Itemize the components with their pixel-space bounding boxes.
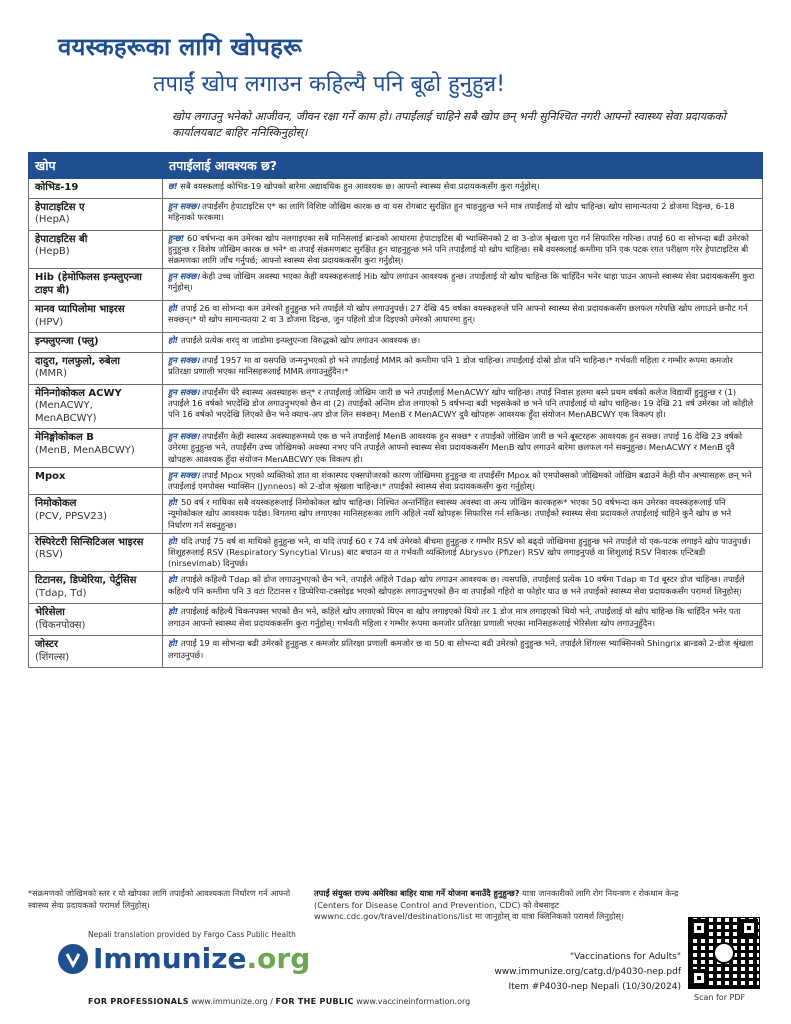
bottom-links (88, 997, 470, 1006)
vaccine-recommendation-cell (163, 269, 763, 301)
table-row (29, 352, 763, 384)
table-row (29, 230, 763, 269)
table-row (29, 533, 763, 572)
public-link[interactable]: www.vaccineinformation.org (356, 997, 471, 1006)
vaccine-recommendation-cell (163, 230, 763, 269)
vaccine-recommendation-cell (163, 495, 763, 534)
vaccine-name: Mpox (35, 470, 66, 482)
vaccine-recommendation-cell (163, 301, 763, 333)
recommendation-text: तपाईं 1957 मा वा यसपछि जन्मनुभएको हो भने तपाईंलाई MMR को कम्तीमा पनि 1 डोज चाहिन्छ। तपाईंलाई दोस्रो डोज पनि चाहिन्छ।* गर्भवती महिला र गम्भीर रूपमा कमजोर प्रतिरक्षा प्रणाली भएका मानिसहरूलाई MMR लगाउनुहुँदैन।* (168, 354, 733, 376)
recommendation-text: तपाईंले प्रत्येक शरद् वा जाडोमा इन्फ्लुएन्जा विरुद्धको खोप लगाउन आवश्यक छ। (178, 335, 421, 346)
table-row (29, 269, 763, 301)
recommendation-text: तपाईं 19 वा सोभन्दा बढी उमेरको हुनुहुन्छ र कमजोर प्रतिरक्षा प्रणाली कमजोर छ वा 50 वा सोभन्दा बढी उमेरको हुनुहुन्छ भने, तपाईंले शिंगल्स भ्याक्सिनको Shingrix ब्रान्डको 2-डोज श्रृंखला लगाउनुपर्छ। (168, 638, 754, 660)
vaccine-table (28, 152, 763, 668)
intro-text: खोप लगाउनु भनेको आजीवन, जीवन रक्षा गर्ने काम हो। तपाईंलाई चाहिने सबै खोप छन् भनी सुनिश्चित नगरी आफ्नो स्वास्थ्य सेवा प्रदायकको कार्यालयबाट बाहिर ननिस्किनुहोस्। (172, 110, 726, 139)
recommendation-text: तपाईं Mpox भएको व्यक्तिको ज्ञात वा शंकास्पद एक्सपोजरको कारण जोखिममा हुनुहुन्छ वा तपाईंसँग Mpox को एमपोक्सको जोखिमको जोखिम बढाउने केही यौन अभ्यासहरू छन् भने तपाईंलाई एमपोक्स भ्याक्सिन (Jynneos) को 2-डोज श्रृंखला चाहिन्छ।* तपाईंको स्वास्थ्य सेवा प्रदायककसँग कुरा गर्नुहोस्। (168, 469, 752, 491)
recommendation-lead: हो! (168, 497, 179, 508)
recommendation-lead: हुन सक्छ। (168, 469, 200, 480)
qr-corner-marker (690, 969, 708, 987)
vaccine-name: कोभिड-19 (35, 182, 79, 193)
vaccine-abbreviation: (चिकनपोक्स) (35, 619, 86, 631)
recommendation-lead: हो! (168, 535, 179, 546)
document-info (494, 950, 681, 995)
vaccine-recommendation-cell (163, 198, 763, 230)
vaccine-name-cell (29, 636, 163, 668)
table-row (29, 604, 763, 636)
recommendation-text: केही उच्च जोखिम अवस्था भएका केही वयस्कहरूलाई Hib खोप लगाउन आवश्यक हुन्छ। तपाईंलाई यो खोप चाहिन्छ कि चाहिँदैन भनेर थाहा पाउन आफ्नो स्वास्थ्य सेवा प्रदायककसँग कुरा गर्नुहोस्। (168, 271, 755, 293)
link-separator: / (270, 997, 273, 1006)
vaccine-abbreviation: (HepB) (35, 246, 70, 257)
table-row (29, 301, 763, 333)
vaccine-name-cell (29, 384, 163, 429)
scan-label: Scan for PDF (694, 993, 746, 1002)
vaccine-name-cell (29, 533, 163, 572)
table-header-row (29, 153, 763, 179)
vaccine-abbreviation: (MMR) (35, 368, 68, 380)
vaccine-recommendation-cell (163, 429, 763, 468)
vaccine-abbreviation: (MenB, MenABCWY) (35, 444, 135, 456)
recommendation-lead: हुन सक्छ। (168, 200, 200, 211)
translation-credit: Nepali translation provided by Fargo Cass Public Health (88, 930, 296, 939)
doc-item: Item #P4030-nep Nepali (10/30/2024) (508, 982, 681, 992)
recommendation-lead: छ! (168, 181, 178, 191)
recommendation-lead: हुन्छ! (168, 232, 185, 243)
recommendation-text: 50 वर्ष र माथिका सबै वयस्कहरूलाई निमोकोकल खोप चाहिन्छ। निश्चित अन्तर्निहित स्वास्थ्य अवस्था वा अन्य जोखिम कारकहरू* भएका 50 वर्षभन्दा कम उमेरका वयस्कहरूलाई पनि न्यूमोकोकल खोप आवश्यक पर्दछ। विगतमा खोप लगाएका मानिसहरूका लागि अहिले नयाँ खोपहरू सिफारिस गर्न सकिन्छ। तपाईंको स्वास्थ्य सेवा प्रदायकले तपाईंलाई चाहिने कुनै खोप छ भने निर्धारण गर्न सक्नुहुन्छ। (168, 497, 732, 530)
recommendation-text: सबै वयस्कलाई कोभिड-19 खोपको बारेमा अद्यावधिक हुन आवश्यक छ। आफ्नो स्वास्थ्य सेवा प्रदायककसँग कुरा गर्नुहोस्। (177, 181, 540, 191)
vaccine-recommendation-cell (163, 572, 763, 604)
recommendation-text: तपाईंसँग केही स्वास्थ्य अवस्थाहरूमध्ये एक छ भने तपाईंलाई MenB आवश्यक हुन सक्छ* र तपाईंको जोखिम जारी छ भने बूस्टरहरू आवश्यक हुन सक्छ। तपाईं 16 देखि 23 वर्षको उमेरमा हुनुहुन्छ भने, तपाईंसँग उच्च जोखिमको अवस्था नभए पनि तपाईंले आफ्नो स्वास्थ्य सेवा प्रदायककसँग MenB खोप लगाउने बारेमा छलफल गर्न सक्नुहुन्छ। MenACWY र MenB दुवै खोपहरू आवश्यक हुँदा संयोजन MenABCWY एक विकल्प हो। (168, 431, 743, 464)
logo-wordmark (93, 942, 310, 975)
vaccine-name: हेपाटाइटिस बी (35, 233, 88, 245)
vaccine-name-cell (29, 179, 163, 199)
table-row (29, 467, 763, 494)
table-row (29, 636, 763, 668)
recommendation-lead: हो! (168, 303, 179, 314)
immunize-logo[interactable] (58, 942, 310, 975)
vaccine-abbreviation: (PCV, PPSV23) (35, 510, 107, 522)
table-row (29, 429, 763, 468)
vaccine-name: जोस्टर (35, 639, 59, 651)
page-subtitle: तपाईं खोप लगाउन कहिल्यै पनि बूढो हुनुहुन्न! (153, 72, 506, 97)
vaccine-name: इन्फ्लुएन्जा (फ्लु) (35, 336, 99, 348)
qr-corner-marker (690, 919, 708, 937)
vaccine-recommendation-cell (163, 533, 763, 572)
vaccine-recommendation-cell (163, 352, 763, 384)
travel-text: यात्रा जानकारीको लागि रोग नियन्त्रण र रोकथाम केन्द्र (Centers for Disease Control and Prevention, CDC) को वेबसाइट wwwnc.cdc.gov/travel/destinations/list मा जानुहोस् वा यात्रा क्लिनिकको परामर्श लिनुहोस्। (314, 888, 679, 921)
vaccine-recommendation-cell (163, 604, 763, 636)
vaccine-name-cell (29, 495, 163, 534)
vaccine-abbreviation: (HepA) (35, 214, 70, 225)
table-row (29, 179, 763, 199)
vaccine-name-cell (29, 604, 163, 636)
footnote: *संक्रमणको जोखिमको स्तर र यो खोपका लागि तपाईंको आवश्यकता निर्धारण गर्न आफ्नो स्वास्थ्य सेवा प्रदायकको परामर्श लिनुहोस्। (28, 888, 291, 910)
recommendation-text: यदि तपाईं 75 वर्ष वा माथिको हुनुहुन्छ भने, वा यदि तपाईं 60 र 74 वर्ष उमेरको बीचमा हुनुहुन्छ र गम्भीर RSV को बढ्दो जोखिममा हुनुहुन्छ भने तपाईंले यो एक-पटक लगाइने खोप पाउनुपर्छ। शिशुहरूलाई RSV (Respiratory Syncytial Virus) बाट बचाउन या त गर्भवती व्यक्तिलाई Abrysvo (Pfizer) RSV खोप लगाइनुपर्छ वा शिशुलाई RSV निवारक एन्टिबडी (nirsevimab) दिनुपर्छ। (168, 535, 751, 569)
vaccine-name-cell (29, 230, 163, 269)
recommendation-text: तपाईंसँग हेपाटाइटिस ए* का लागि विशिष्ट जोखिम कारक छ वा यस रोगबाट सुरक्षित हुन चाहनुहुन्छ भने मात्र तपाईंलाई यो खोप चाहिन्छ। खोप सामान्यतया 2 डोजमा दिइन्छ, 6-18 महिनाको फरकमा। (168, 200, 735, 222)
recommendation-text: 60 वर्षभन्दा कम उमेरका खोप नलगाइएका सबै मानिसलाई ब्रान्डको आधारमा हेपाटाइटिस बी भ्याक्सिनको 2 वा 3-डोज श्रृंखला पूरा गर्न सिफारिस गरिन्छ। तपाईं 60 वा सोभन्दा बढी उमेरको हुनुहुन्छ र विशेष जोखिम कारक छ भने* वा तपाईं संक्रमणबाट सुरक्षित हुन चाहनुहुन्छ भने पनि तपाईंलाई यो खोप चाहिन्छ। सबै वयस्कलाई कम्तीमा पनि एक पटक रगत परीक्षण गरेर हेपाटाइटिस बी संक्रमणका लागि जाँच गर्नुपर्छ; आफ्नो स्वास्थ्य सेवा प्रदायककसँग कुरा गर्नुहोस्। (168, 232, 749, 265)
doc-url[interactable]: www.immunize.org/catg.d/p4030-nep.pdf (494, 967, 681, 977)
recommendation-lead: हुन सक्छ। (168, 271, 200, 282)
table-row (29, 198, 763, 230)
table-row (29, 333, 763, 353)
recommendation-text: तपाईंले कहिल्यै Tdap को डोज लगाउनुभएको छैन भने, तपाईंले अहिले Tdap खोप लगाउन आवश्यक छ। त्यसपछि, तपाईंलाई प्रत्येक 10 वर्षमा Tdap वा Td बूस्टर डोज चाहिन्छ। तपाईंले कहिल्यै पनि कम्तीमा पनि 3 वटा टिटानस र डिप्थेरिया-टक्सोइड भएको खोपहरू लगाउनुभएको छैन वा तपाईंको गहिरो वा फोहोर घाउ छ भने तपाईंको स्वास्थ्य सेवा प्रदायककसँग परामर्श लिनुहोस्। (168, 574, 745, 596)
for-public-label: FOR THE PUBLIC (275, 997, 354, 1006)
recommendation-text: तपाईं 26 वा सोभन्दा कम उमेरको हुनुहुन्छ भने तपाईंले यो खोप लगाउनुपर्छ। 27 देखि 45 वर्षका वयस्कहरूले पनि आफ्नो स्वास्थ्य सेवा प्रदायककसँग छलफल गरेपछि खोप लगाउने छनौट गर्न सक्छन्।* यो खोप सामान्यतया 2 वा 3 डोजमा दिइन्छ, जुन पहिलो डोज दिइएको उमेरको आधारमा हुन्। (168, 303, 748, 325)
recommendation-lead: हो! (168, 574, 179, 585)
immunize-logo-icon (58, 944, 88, 974)
vaccine-abbreviation: (शिंगल्स) (35, 651, 70, 663)
vaccine-name-cell (29, 429, 163, 468)
for-professionals-label: FOR PROFESSIONALS (88, 997, 189, 1006)
logo-suffix: .org (246, 942, 311, 975)
travel-question: तपाईं संयुक्त राज्य अमेरिका बाहिर यात्रा गर्ने योजना बनाउँदै हुनुहुन्छ? (314, 888, 520, 898)
vaccine-name: दादुरा, गलफुलो, रुबेला (35, 355, 121, 367)
vaccine-abbreviation: (RSV) (35, 549, 63, 561)
table-row (29, 384, 763, 429)
vaccine-name: मेनिङ्गोकोकल B (35, 432, 94, 444)
qr-center-logo (713, 942, 735, 964)
vaccine-recommendation-cell (163, 179, 763, 199)
recommendation-lead: हुन सक्छ। (168, 431, 200, 442)
vaccine-name-cell (29, 301, 163, 333)
vaccine-name: Hib (हेमोफिलस इन्फ्लुएन्जा टाइप बी) (35, 272, 142, 296)
vaccine-abbreviation: (HPV) (35, 316, 64, 328)
vaccine-name: निमोकोकल (35, 498, 77, 510)
recommendation-lead: हो! (168, 638, 179, 649)
recommendation-lead: हो! (168, 606, 179, 617)
vaccine-name-cell (29, 572, 163, 604)
vaccine-name: मानव प्यापिलोमा भाइरस (35, 304, 125, 316)
recommendation-lead: हुन सक्छ। (168, 354, 200, 365)
qr-code-icon[interactable] (688, 917, 760, 989)
vaccine-name-cell (29, 269, 163, 301)
vaccine-name-cell (29, 352, 163, 384)
professionals-link[interactable]: www.immunize.org (191, 997, 268, 1006)
travel-note (314, 888, 682, 923)
vaccine-name-cell (29, 198, 163, 230)
vaccine-name: रेस्पिरेटरी सिन्सिटिअल भाइरस (35, 536, 144, 548)
recommendation-text: तपाईंलाई कहिल्यै चिकनपक्स भएको छैन भने, कहिले खोप लगाएको थिएन वा खोप लगाइएको थियो तर 1 डोज मात्र लगाइएको थियो भने, तपाईंलाई यो खोप चाहिन्छ कि चाहिँदैन भनेर पता लगाउन आफ्नो स्वास्थ्य सेवा प्रदायककसँग कुरा गर्नुहोस्। गर्भवती महिला र गम्भीर रूपमा कमजोर प्रतिरक्षा प्रणाली भएका मानिसहरूलाई भेरिसेला खोप लगाउनुहुँदैन। (168, 606, 741, 628)
table-row (29, 572, 763, 604)
vaccine-abbreviation: (MenACWY, MenABCWY) (35, 400, 97, 424)
doc-title: "Vaccinations for Adults" (569, 952, 681, 962)
vaccine-recommendation-cell (163, 467, 763, 494)
vaccine-name: हेपाटाइटिस ए (35, 201, 85, 213)
vaccine-name: टिटानस, डिप्थेरिया, पेर्टुसिस (35, 575, 137, 587)
logo-main: Immunize (93, 942, 247, 975)
recommendation-lead: हुन सक्छ। (168, 386, 200, 397)
vaccine-name: मेनिन्गोकोकल ACWY (35, 387, 122, 399)
vaccine-name-cell (29, 333, 163, 353)
table-row (29, 495, 763, 534)
recommendation-text: तपाईंसँग धेरै स्वास्थ्य अवस्थाहरू छन्* र तपाईंलाई जोखिम जारी छ भने तपाईंलाई MenACWY खोप चाहिन्छ। तपाईं निवास हलमा बस्ने प्रथम वर्षको कलेज विद्यार्थी हुनुहुन्छ र (1) तपाईंले 16 वर्षको भएदेखि डोज लगाउनुभएको छैन वा (2) तपाईंको अन्तिम डोज लगाएको 5 वर्षभन्दा बढी भइसकेको छ भने पनि तपाईंलाई यो खोप चाहिन्छ। 19 देखि 21 वर्ष उमेरका जो कोहीले पनि 16 वर्षको भएदेखि लिएको छैन भने क्याच-अप डोज लिन सक्छन्। MenB र MenACWY दुवै खोपहरू आवश्यक हुँदा संयोजन MenABCWY एक विकल्प हो। (168, 386, 754, 420)
vaccine-recommendation-cell (163, 384, 763, 429)
vaccine-abbreviation: (Tdap, Td) (35, 587, 87, 599)
column-header-vaccine: खोप (29, 153, 163, 179)
recommendation-lead: हो! (168, 335, 179, 346)
vaccine-recommendation-cell (163, 333, 763, 353)
page-title: वयस्कहरूका लागि खोपहरू (58, 33, 302, 61)
vaccine-name-cell (29, 467, 163, 494)
vaccine-name: भेरिसेला (35, 607, 65, 619)
vaccine-recommendation-cell (163, 636, 763, 668)
column-header-need: तपाईंलाई आवश्यक छ? (163, 153, 763, 179)
qr-corner-marker (740, 919, 758, 937)
